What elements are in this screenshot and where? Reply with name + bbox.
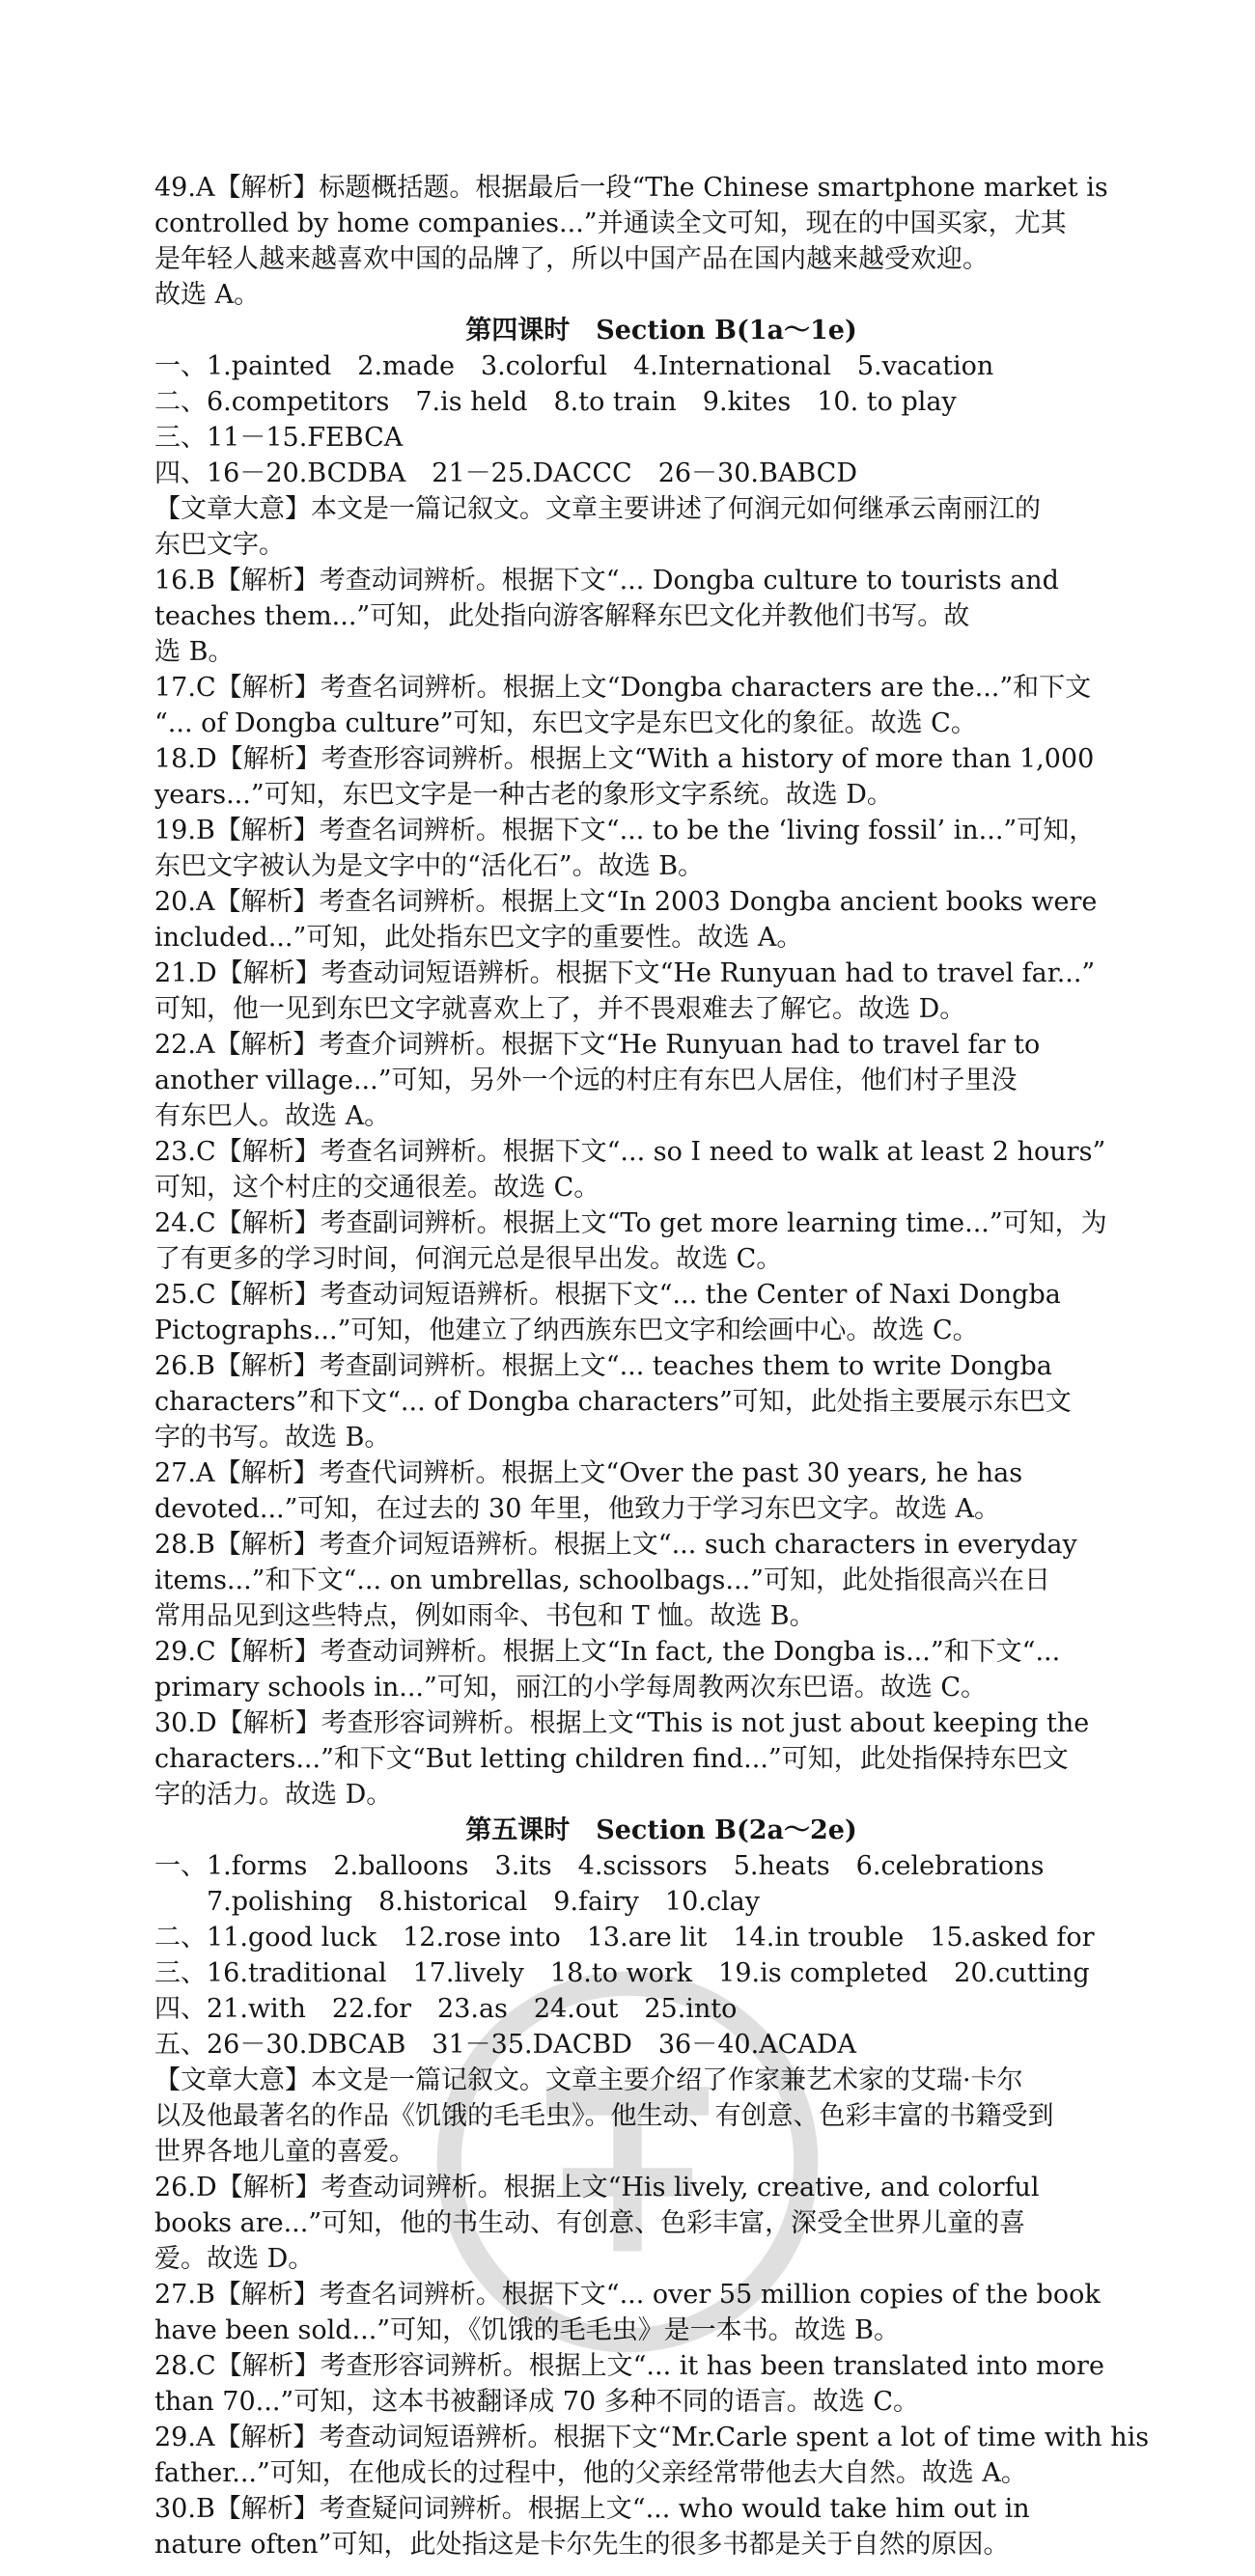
text-line: 21.D【解析】考查动词短语辨析。根据下文“He Runyuan had to travel far...” [154, 958, 1096, 988]
text-line: books are...”可知，他的书生动、有创意、色彩丰富，深受全世界儿童的喜 [154, 2208, 1026, 2238]
text-line: 49.A【解析】标题概括题。根据最后一段“The Chinese smartphone market is [154, 173, 1108, 203]
summary-line: 【文章大意】本文是一篇记叙文。文章主要介绍了作家兼艺术家的艾瑞·卡尔 [154, 2065, 1023, 2095]
summary-line: 以及他最著名的作品《饥饿的毛毛虫》。他生动、有创意、色彩丰富的书籍受到 [154, 2101, 1054, 2131]
text-line: included...”可知，此处指东巴文字的重要性。故选 A。 [154, 923, 803, 953]
answer-line: 四、16－20.BCDBA 21－25.DACCC 26－30.BABCD [154, 458, 857, 488]
text-line: 选 B。 [154, 637, 235, 667]
text-line: 23.C【解析】考查名词辨析。根据下文“... so I need to walk at least 2 hours” [154, 1137, 1106, 1167]
text-line: devoted...”可知，在过去的 30 年里，他致力于学习东巴文字。故选 A。 [154, 1494, 1001, 1524]
text-line: 常用品见到这些特点，例如雨伞、书包和 T 恤。故选 B。 [154, 1601, 816, 1631]
text-line: items...”和下文“... on umbrellas, schoolbags...”可知，此处指很高兴在日 [154, 1565, 1050, 1595]
text-line: 26.D【解析】考查动词辨析。根据上文“His lively, creative, and colorful [154, 2173, 1040, 2202]
text-line: “... of Dongba culture”可知，东巴文字是东巴文化的象征。故选 C。 [154, 708, 977, 738]
text-line: than 70...”可知，这本书被翻译成 70 多种不同的语言。故选 C。 [154, 2387, 919, 2417]
text-line: 了有更多的学习时间，何润元总是很早出发。故选 C。 [154, 1244, 783, 1274]
answer-line: 五、26－30.DBCAB 31－35.DACBD 36－40.ACADA [154, 2030, 856, 2060]
text-line: father...”可知，在他成长的过程中，他的父亲经常带他去大自然。故选 A。 [154, 2458, 1027, 2488]
text-line: teaches them...”可知，此处指向游客解释东巴文化并教他们书写。故 [154, 601, 970, 631]
text-line: 东巴文字被认为是文字中的“活化石”。故选 B。 [154, 851, 705, 881]
text-line: characters...”和下文“But letting children find...”可知，此处指保持东巴文 [154, 1744, 1069, 1774]
text-line: 18.D【解析】考查形容词辨析。根据上文“With a history of more than 1,000 [154, 744, 1095, 774]
text-line: 17.C【解析】考查名词辨析。根据上文“Dongba characters are the...”和下文 [154, 673, 1092, 703]
text-line: 30.B【解析】考查疑问词辨析。根据上文“... who would take him out in [154, 2494, 1030, 2524]
text-line: 28.B【解析】考查介词短语辨析。根据上文“... such characters in everyday [154, 1530, 1077, 1560]
text-line: Pictographs...”可知，他建立了纳西族东巴文字和绘画中心。故选 C。 [154, 1316, 979, 1345]
text-line: 29.A【解析】考查动词短语辨析。根据下文“Mr.Carle spent a lot of time with his [154, 2423, 1150, 2452]
text-line: 27.A【解析】考查代词辨析。根据上文“Over the past 30 years, he has [154, 1458, 1023, 1488]
answer-line: 三、16.traditional 17.lively 18.to work 19.is completed 20.cutting [154, 1958, 1090, 1988]
text-line: 26.B【解析】考查副词辨析。根据上文“... teaches them to write Dongba [154, 1351, 1052, 1381]
text-line: 字的书写。故选 B。 [154, 1423, 391, 1453]
text-line: controlled by home companies...”并通读全文可知，现在的中国买家，尤其 [154, 208, 1067, 238]
answer-line: 三、11－15.FEBCA [154, 423, 404, 453]
summary-line: 【文章大意】本文是一篇记叙文。文章主要讲述了何润元如何继承云南丽江的 [154, 494, 1041, 524]
text-line: 22.A【解析】考查介词辨析。根据下文“He Runyuan had to travel far to [154, 1030, 1041, 1060]
text-line: 爱。故选 D。 [154, 2244, 315, 2274]
text-line: 24.C【解析】考查副词辨析。根据上文“To get more learning time...”可知，为 [154, 1208, 1107, 1238]
text-line: 20.A【解析】考查名词辨析。根据上文“In 2003 Dongba ancient books were [154, 887, 1098, 917]
answer-line: 四、21.with 22.for 23.as 24.out 25.into [154, 1994, 738, 2024]
text-line: 可知，他一见到东巴文字就喜欢上了，并不畏艰难去了解它。故选 D。 [154, 994, 966, 1024]
text-line: 27.B【解析】考查名词辨析。根据下文“... over 55 million copies of the book [154, 2280, 1101, 2310]
answer-line: 一、1.painted 2.made 3.colorful 4.International 5.vacation [154, 351, 994, 381]
answer-line: 一、1.forms 2.balloons 3.its 4.scissors 5.heats 6.celebrations [154, 1851, 1045, 1881]
answer-line: 二、6.competitors 7.is held 8.to train 9.kites 10. to play [154, 387, 957, 417]
summary-line: 世界各地儿童的喜爱。 [154, 2137, 415, 2167]
text-line: nature often”可知，此处指这是卡尔先生的很多书都是关于自然的原因。 [154, 2530, 1010, 2560]
text-line: 30.D【解析】考查形容词辨析。根据上文“This is not just about keeping the [154, 1708, 1090, 1738]
text-line: 故选 A。 [154, 280, 261, 310]
text-line: characters”和下文“... of Dongba characters”可知，此处指主要展示东巴文 [154, 1387, 1072, 1417]
text-line: have been sold...”可知，《饥饿的毛毛虫》是一本书。故选 B。 [154, 2315, 901, 2345]
text-line: 19.B【解析】考查名词辨析。根据下文“... to be the ‘living fossil’ in...”可知， [154, 816, 1096, 845]
text-line: 16.B【解析】考查动词辨析。根据下文“... Dongba culture to tourists and [154, 566, 1059, 596]
text-line: 有东巴人。故选 A。 [154, 1101, 391, 1131]
text-line: 28.C【解析】考查形容词辨析。根据上文“... it has been translated into more [154, 2351, 1104, 2381]
text-line: 29.C【解析】考查动词辨析。根据上文“In fact, the Dongba is...”和下文“... [154, 1637, 1061, 1667]
text-line: another village...”可知，另外一个远的村庄有东巴人居住，他们村子里没 [154, 1066, 1018, 1095]
answer-line: 7.polishing 8.historical 9.fairy 10.clay [154, 1887, 760, 1917]
section-heading: 第五课时 Section B(2a～2e) [465, 1815, 857, 1845]
text-line: primary schools in...”可知，丽江的小学每周教两次东巴语。故选 C。 [154, 1673, 988, 1703]
text-line: 可知，这个村庄的交通很差。故选 C。 [154, 1173, 600, 1203]
summary-line: 东巴文字。 [154, 530, 285, 560]
section-heading: 第四课时 Section B(1a～1e) [465, 316, 857, 346]
answer-line: 二、11.good luck 12.rose into 13.are lit 14.in trouble 15.asked for [154, 1923, 1095, 1953]
text-line: 25.C【解析】考查动词短语辨析。根据下文“... the Center of Naxi Dongba [154, 1280, 1061, 1310]
text-line: years...”可知，东巴文字是一种古老的象形文字系统。故选 D。 [154, 780, 893, 810]
text-line: 是年轻人越来越喜欢中国的品牌了，所以中国产品在国内越来越受欢迎。 [154, 244, 989, 274]
text-line: 字的活力。故选 D。 [154, 1780, 393, 1810]
